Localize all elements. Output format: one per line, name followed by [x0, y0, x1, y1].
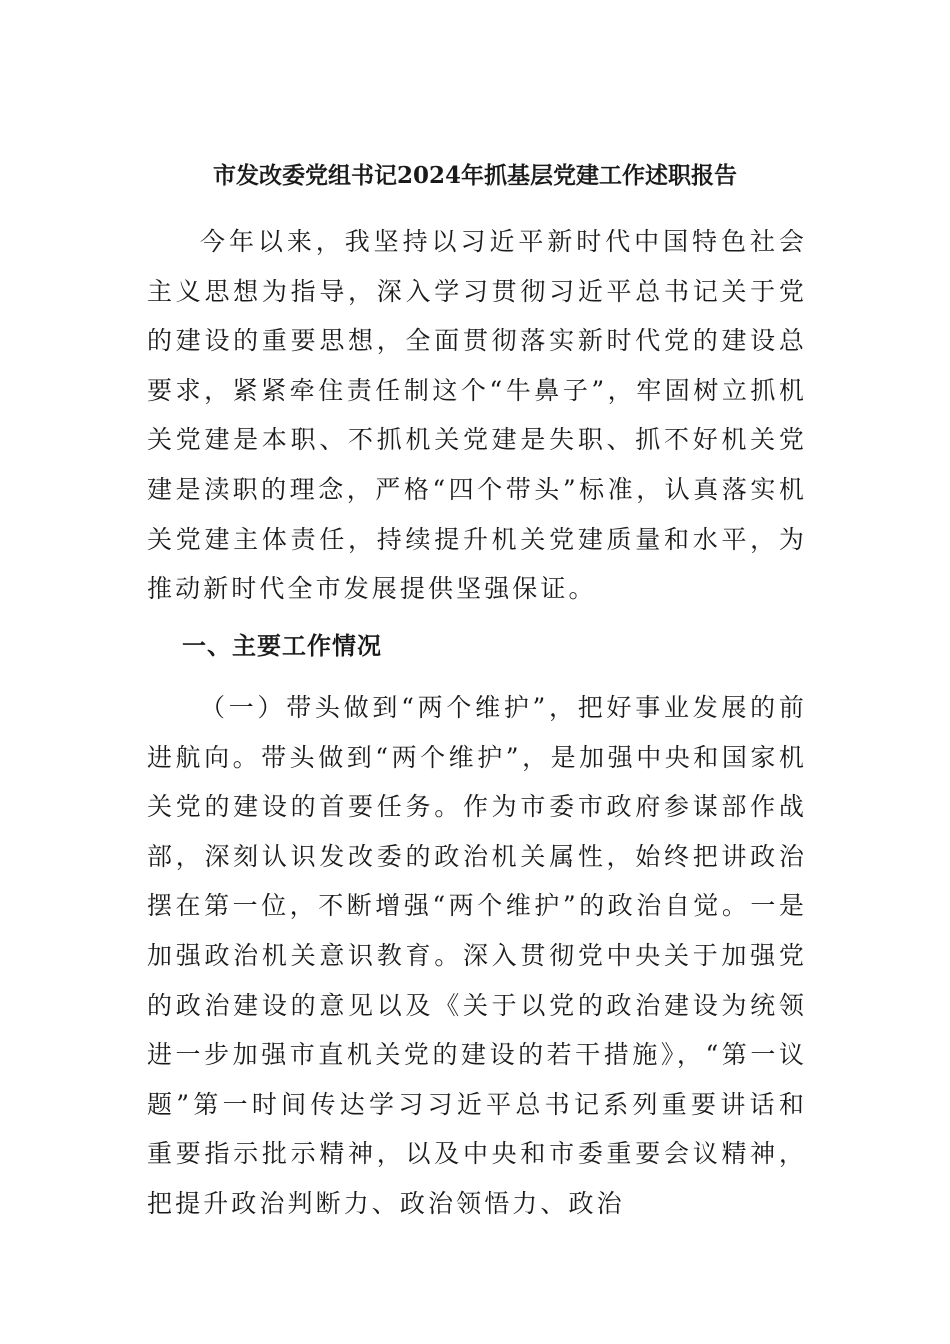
- intro-paragraph: 今年以来，我坚持以习近平新时代中国特色社会主义思想为指导，深入学习贯彻习近平总书记关于党的建设的重要思想，全面贯彻落实新时代党的建设总要求，紧紧牵住责任制这个“牛鼻子”，牢固树立抓机关党建是本职、不抓机关党建是失职、抓不好机关党建是渎职的理念，严格“四个带头”标准，认真落实机关党建主体责任，持续提升机关党建质量和水平，为推动新时代全市发展提供坚强保证。: [147, 227, 807, 604]
- document-title: 市发改委党组书记2024年抓基层党建工作述职报告: [212, 162, 737, 189]
- section-paragraph: （一）带头做到“两个维护”，把好事业发展的前进航向。带头做到“两个维护”，是加强中央和国家机关党的建设的首要任务。作为市委市政府参谋部作战部，深刻认识发改委的政治机关属性，始终把讲政治摆在第一位，不断增强“两个维护”的政治自觉。一是加强政治机关意识教育。深入贯彻党中央关于加强党的政治建设的意见以及《关于以党的政治建设为统领进一步加强市直机关党的建设的若干措施》，“第一议题”第一时间传达学习习近平总书记系列重要讲话和重要指示批示精神，以及中央和市委重要会议精神，把提升政治判断力、政治领悟力、政治: [147, 693, 807, 1218]
- section-heading: 一、主要工作情况: [182, 632, 382, 660]
